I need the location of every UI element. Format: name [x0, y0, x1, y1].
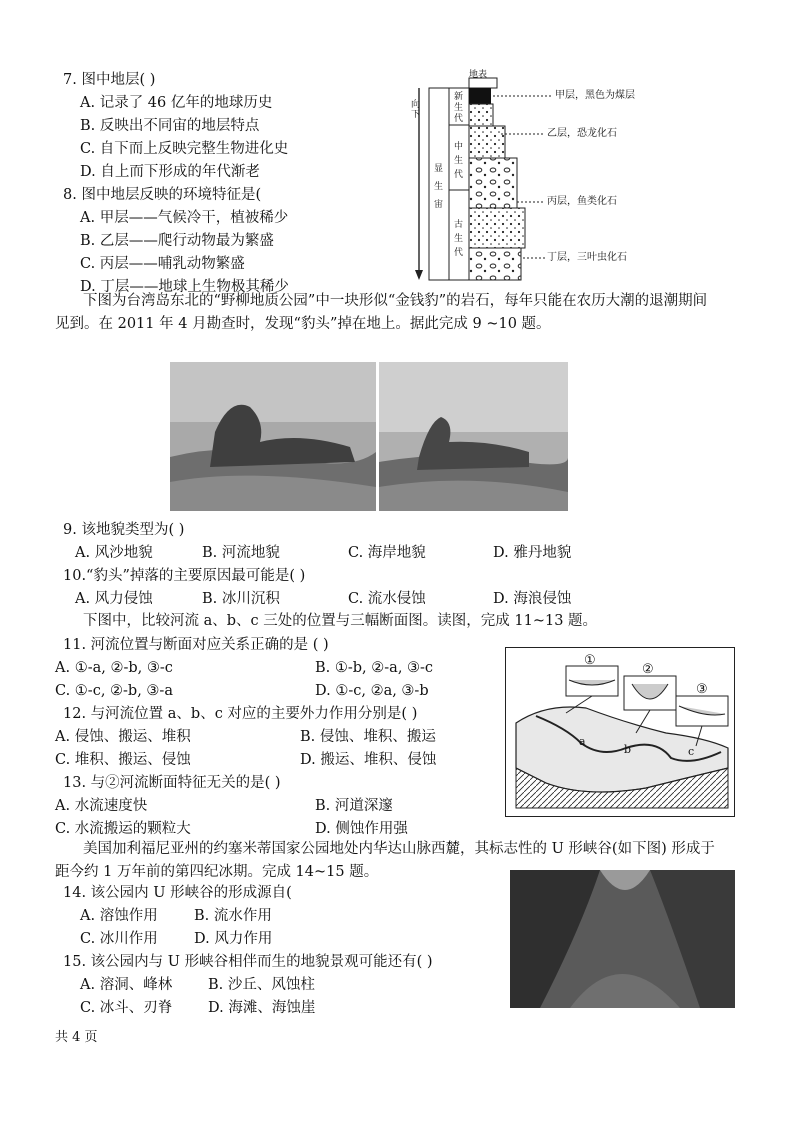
q8-option-c[interactable]: C. 丙层——哺乳动物繁盛 — [80, 256, 245, 272]
river-point-b: b — [624, 743, 632, 756]
q11-option-b[interactable]: B. ①-b, ②-a, ③-c — [315, 660, 434, 676]
q11-option-c[interactable]: C. ①-c, ②-b, ③-a — [55, 683, 173, 699]
layer-bing-label: 丙层，鱼类化石 — [547, 196, 617, 207]
strata-top-label: 地表 — [469, 70, 488, 80]
q14-option-a[interactable]: A. 溶蚀作用 — [80, 908, 158, 924]
q8-option-b[interactable]: B. 乙层——爬行动物最为繁盛 — [80, 233, 274, 249]
q11-option-d[interactable]: D. ①-c, ②a, ③-b — [315, 683, 429, 699]
q9-option-a[interactable]: A. 风沙地貌 — [75, 545, 153, 561]
q10-option-a[interactable]: A. 风力侵蚀 — [75, 591, 153, 607]
intro-9-10: 下图为台湾岛东北的“野柳地质公园”中一块形似“金钱豹”的岩石，每年只能在农历大潮的退潮期间见到。在 2011 年 4 月勘查时，发现“豹头”掉在地上。据此完成 9 ~10 题。 — [55, 293, 708, 332]
q11-option-a[interactable]: A. ①-a, ②-b, ③-c — [55, 660, 173, 676]
q13-option-a[interactable]: A. 水流速度快 — [55, 798, 148, 814]
q10-option-d[interactable]: D. 海浪侵蚀 — [493, 591, 572, 607]
era-mesozoic-label: 中生代 — [454, 142, 464, 180]
q7-option-a[interactable]: A. 记录了 46 亿年的地球历史 — [80, 95, 273, 111]
q9-stem: 9. 该地貌类型为( ) — [63, 522, 185, 538]
leopard-rock-photo-2 — [379, 362, 568, 511]
q12-stem: 12. 与河流位置 a、b、c 对应的主要外力作用分别是( ) — [63, 706, 418, 722]
q10-stem: 10.“豹头”掉落的主要原因最可能是( ) — [63, 568, 306, 584]
section-2-label: ② — [642, 662, 654, 677]
river-point-c: c — [688, 745, 695, 758]
q14-option-c[interactable]: C. 冰川作用 — [80, 931, 158, 947]
u-valley-photo — [510, 870, 735, 1008]
q13-stem: 13. 与②河流断面特征无关的是( ) — [63, 775, 281, 791]
q7-option-b[interactable]: B. 反映出不同宙的地层特点 — [80, 118, 260, 134]
layer-ding-label: 丁层，三叶虫化石 — [547, 252, 627, 263]
intro-11-13: 下图中，比较河流 a、b、c 三处的位置与三幅断面图。读图，完成 11~13 题。 — [83, 613, 598, 629]
eon-label: 显生宙 — [434, 164, 444, 210]
q12-option-d[interactable]: D. 搬运、堆积、侵蚀 — [300, 752, 437, 768]
q14-option-d[interactable]: D. 风力作用 — [194, 931, 273, 947]
era-paleozoic-label: 古生代 — [454, 220, 464, 258]
q9-option-d[interactable]: D. 雅丹地貌 — [493, 545, 572, 561]
q13-option-c[interactable]: C. 水流搬运的颗粒大 — [55, 821, 191, 837]
q9-option-b[interactable]: B. 河流地貌 — [202, 545, 280, 561]
q8-stem: 8. 图中地层反映的环境特征是( — [63, 187, 262, 203]
q7-option-c[interactable]: C. 自下而上反映完整生物进化史 — [80, 141, 289, 157]
q12-option-c[interactable]: C. 堆积、搬运、侵蚀 — [55, 752, 191, 768]
q12-option-b[interactable]: B. 侵蚀、堆积、搬运 — [300, 729, 436, 745]
section-1-label: ① — [584, 653, 596, 668]
river-point-a: a — [579, 735, 586, 748]
river-figure — [505, 647, 735, 817]
q15-stem: 15. 该公园内与 U 形峡谷相伴而生的地貌景观可能还有( ) — [63, 954, 433, 970]
q14-option-b[interactable]: B. 流水作用 — [194, 908, 272, 924]
page-footer: 共 4 页 — [55, 1030, 98, 1045]
direction-label: 向下 — [411, 100, 421, 120]
section-3-label: ③ — [696, 682, 708, 697]
q15-option-d[interactable]: D. 海滩、海蚀崖 — [208, 1000, 316, 1016]
q12-option-a[interactable]: A. 侵蚀、搬运、堆积 — [55, 729, 191, 745]
q10-option-c[interactable]: C. 流水侵蚀 — [348, 591, 426, 607]
q13-option-d[interactable]: D. 侧蚀作用强 — [315, 821, 408, 837]
q8-option-a[interactable]: A. 甲层——气候冷干，植被稀少 — [80, 210, 289, 226]
q9-option-c[interactable]: C. 海岸地貌 — [348, 545, 426, 561]
q13-option-b[interactable]: B. 河道深邃 — [315, 798, 393, 814]
q10-option-b[interactable]: B. 冰川沉积 — [202, 591, 280, 607]
q15-option-b[interactable]: B. 沙丘、风蚀柱 — [208, 977, 315, 993]
era-cenozoic-label: 新生代 — [454, 92, 464, 124]
q7-stem: 7. 图中地层( ) — [63, 72, 156, 88]
layer-jia-label: 甲层，黑色为煤层 — [555, 90, 635, 101]
q15-option-c[interactable]: C. 冰斗、刃脊 — [80, 1000, 173, 1016]
layer-yi-label: 乙层，恐龙化石 — [547, 128, 617, 139]
intro-14-15: 美国加利福尼亚州的约塞米蒂国家公园地处内华达山脉西麓，其标志性的 U 形峡谷(如下图) 形成于距今约 1 万年前的第四纪冰期。完成 14~15 题。 — [55, 841, 715, 880]
q7-option-d[interactable]: D. 自上而下形成的年代渐老 — [80, 164, 260, 180]
q11-stem: 11. 河流位置与断面对应关系正确的是 ( ) — [63, 637, 329, 653]
q8-option-d[interactable]: D. 丁层——地球上生物极其稀少 — [80, 279, 289, 295]
strata-figure — [405, 70, 725, 285]
leopard-rock-photo-1 — [170, 362, 376, 511]
q15-option-a[interactable]: A. 溶洞、峰林 — [80, 977, 173, 993]
q14-stem: 14. 该公园内 U 形峡谷的形成源自( — [63, 885, 292, 901]
